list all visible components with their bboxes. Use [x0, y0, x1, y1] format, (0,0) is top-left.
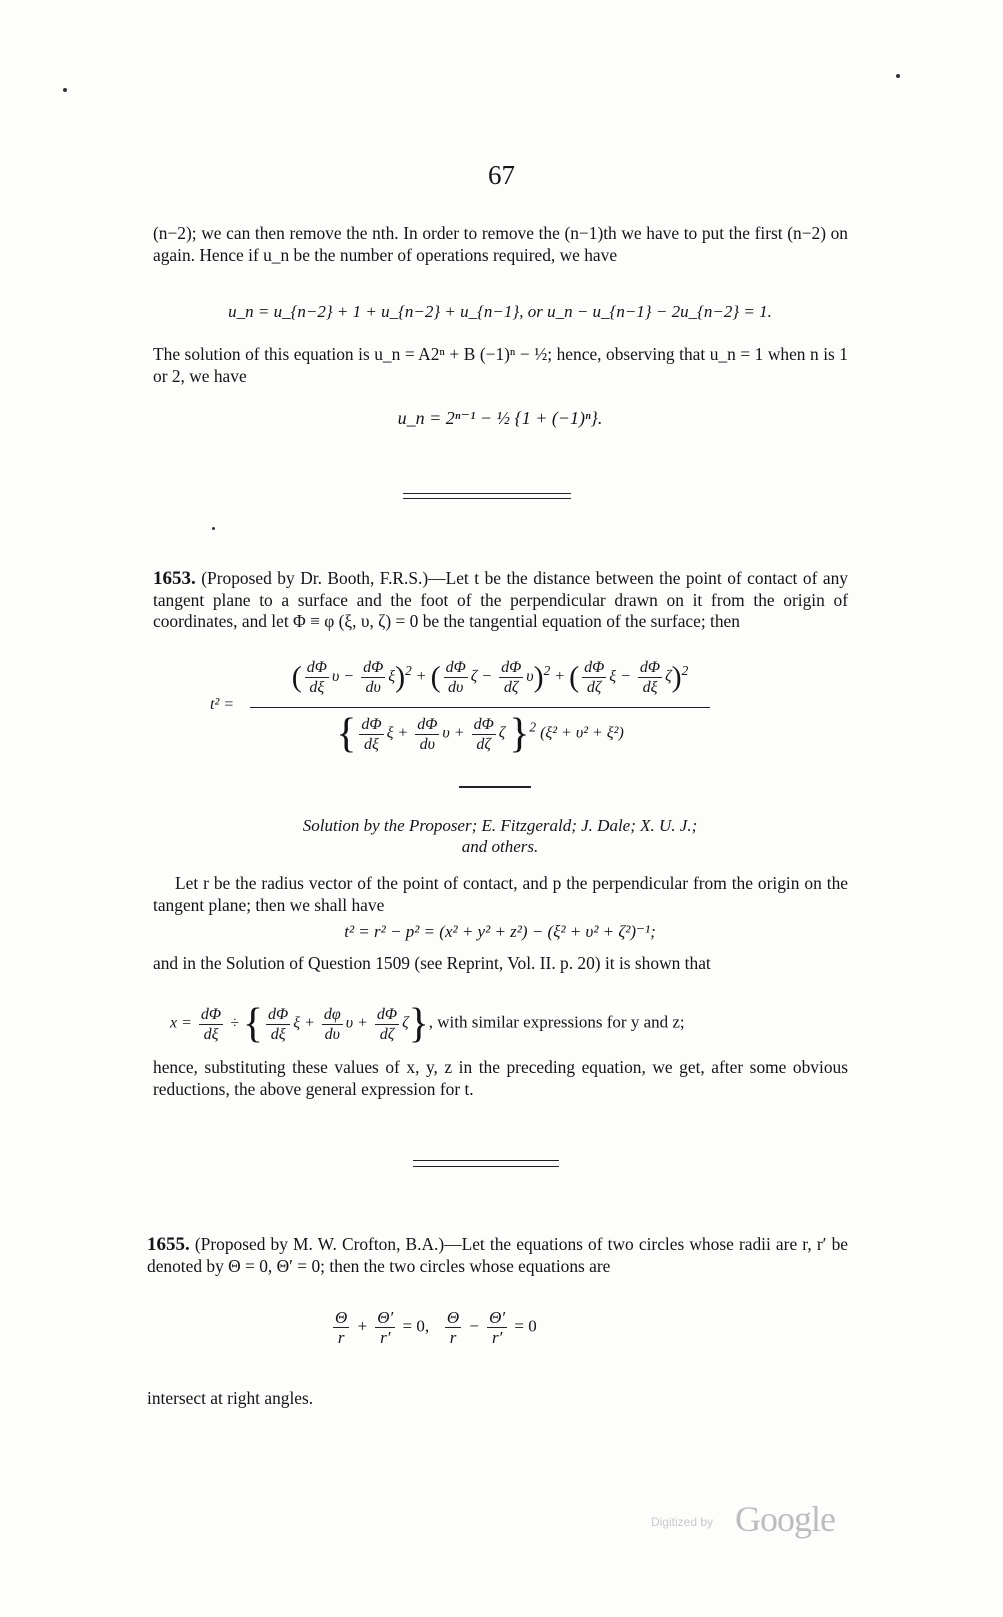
- solution-paragraph-2: and in the Solution of Question 1509 (see Reprint, Vol. II. p. 20) it is shown that: [153, 953, 711, 973]
- question-1655-text: [147, 1234, 848, 1277]
- solution-equation-x: x = $\frac{d\Phi}{d\xi}$ ÷ { $\frac{d\Phi}{d\xi}$ ξ + $\frac{d\varphi}{d\upsilon}$ υ + $\frac{d\Phi}{d\zeta}$ ζ}, with similar expressions for y and z;: [170, 1001, 685, 1047]
- question-number: 1653.: [153, 568, 196, 589]
- solution-heading-others: and others.: [461, 837, 539, 856]
- solution-equation-1: t² = r² − p² = (x² + y² + z²) − (ξ² + υ² + ζ²)⁻¹;: [344, 922, 656, 941]
- fraction-bar: [250, 707, 710, 708]
- section-divider: [459, 786, 531, 788]
- formula-lhs: t² =: [210, 696, 235, 713]
- page-number: 67: [488, 160, 515, 190]
- paragraph-intro: (n−2); we can then remove the nth. In order to remove the (n−1)th we have to put the first (n−2) on again. Hence if u_n be the number of operations required, we have: [153, 223, 848, 265]
- google-watermark-logo: Google: [735, 1499, 835, 1539]
- question-intro: (Proposed by Dr. Booth, F.R.S.)—Let t be the distance between the point of contact of any tangent plane to a surface and the foot of the perpendicular drawn on it from the origin of coordinates, and let Φ ≡ φ (ξ, υ, ζ) = 0 be the tangential equation of the surface; then: [153, 568, 848, 631]
- question-number: 1655.: [147, 1234, 190, 1255]
- question-intro: (Proposed by M. W. Crofton, B.A.)—Let the equations of two circles whose radii are r, r′ be denoted by Θ = 0, Θ′ = 0; then the two circles whose equations are: [147, 1234, 849, 1276]
- equation-tail: , with similar expressions for y and z;: [428, 1012, 685, 1032]
- equation-circles: $\frac{\Theta}{r}$ + $\frac{\Theta'}{r'}$ = 0, $\frac{\Theta}{r}$ − $\frac{\Theta'}{r'}$ = 0: [335, 1308, 537, 1347]
- section-divider: [403, 493, 571, 494]
- scan-speck: [896, 74, 900, 78]
- digitized-by-label: Digitized by: [650, 1515, 713, 1529]
- equation-recurrence: u_n = u_{n−2} + 1 + u_{n−2} + u_{n−1}, or u_n − u_{n−1} − 2u_{n−2} = 1.: [228, 302, 772, 321]
- equation-un: u_n = 2ⁿ⁻¹ − ½ {1 + (−1)ⁿ}.: [397, 408, 603, 428]
- section-divider: [413, 1160, 559, 1161]
- section-divider: [403, 498, 571, 499]
- formula-t-squared: [210, 658, 730, 768]
- formula-denominator: { $\frac{d\Phi}{d\xi}$ ξ + $\frac{d\Phi}{d\upsilon}$ υ + $\frac{d\Phi}{d\zeta}$ ζ }$^2$ (ξ² + υ² + ξ²): [336, 711, 624, 757]
- formula-numerator: ( $\frac{d\Phi}{d\xi}$ υ − $\frac{d\Phi}{d\upsilon}$ ξ)$^2$ + ( $\frac{d\Phi}{d\upsilon}$ ζ − $\frac{d\Phi}{d\zeta}$ υ)$^2$ + ( $\frac{d\Phi}{d\zeta}$ ξ − $\frac{d\Phi}{d\xi}$ ζ)$^2$: [291, 659, 689, 696]
- section-divider: [413, 1166, 559, 1167]
- scan-speck: [212, 527, 215, 530]
- solution-paragraph-1: Let r be the radius vector of the point of contact, and p the perpendicular from the origin on the tangent plane; then we shall have: [153, 873, 848, 915]
- solution-heading: Solution by the Proposer; E. Fitzgerald; J. Dale; X. U. J.;: [302, 816, 698, 835]
- solution-paragraph-3: hence, substituting these values of x, y, z in the preceding equation, we get, after some obvious reductions, the above general expression for t.: [153, 1057, 848, 1099]
- scan-speck: [63, 88, 67, 92]
- question-1653-text: [153, 568, 848, 633]
- question-1655-end: intersect at right angles.: [147, 1388, 314, 1408]
- paragraph-solution: The solution of this equation is u_n = A2ⁿ + B (−1)ⁿ − ½; hence, observing that u_n = 1 when n is 1 or 2, we have: [153, 344, 848, 386]
